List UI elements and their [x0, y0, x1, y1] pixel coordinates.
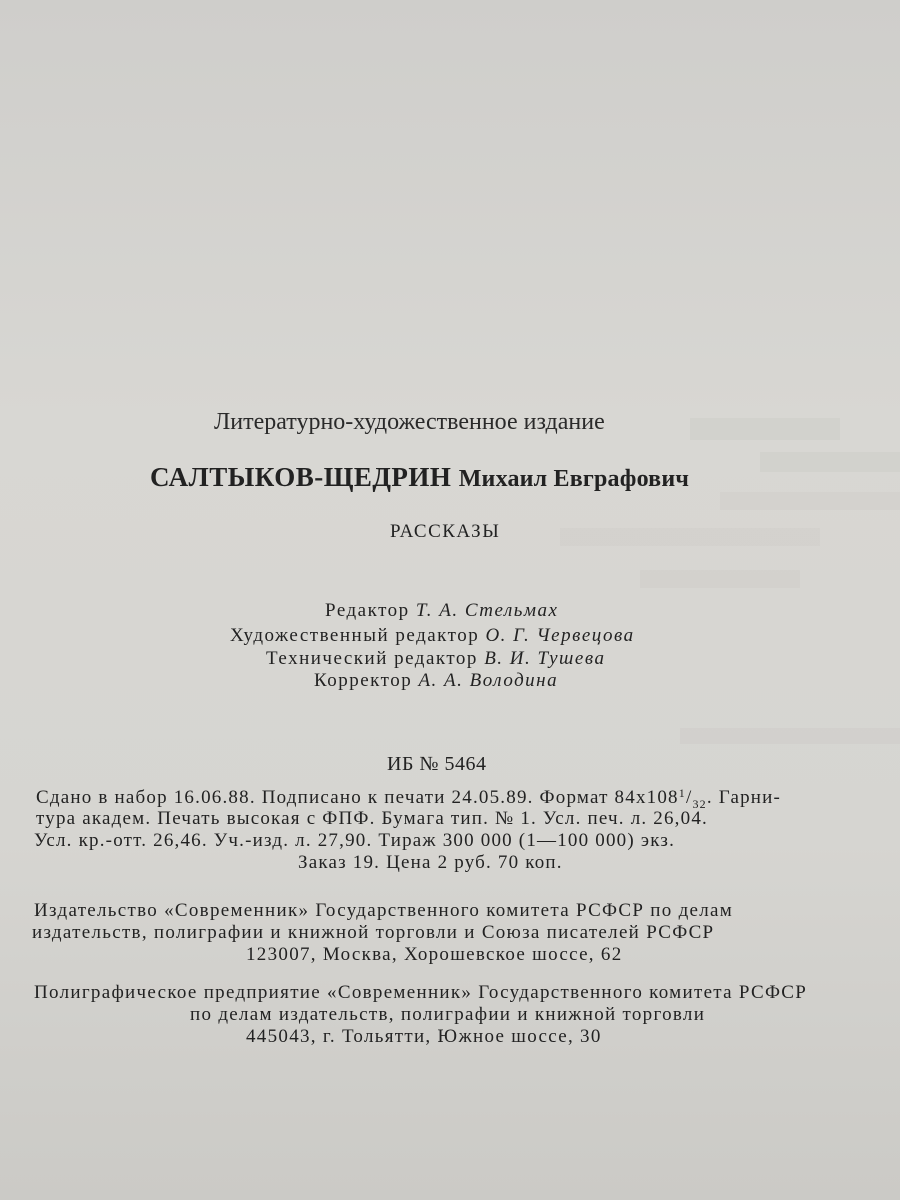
- show-through-bleed: [560, 528, 820, 546]
- format-denominator: 32: [692, 796, 707, 811]
- show-through-bleed: [720, 492, 900, 510]
- credit-role: Технический редактор: [266, 648, 478, 669]
- credit-person: Т. А. Стельмах: [415, 600, 559, 621]
- publisher-line-3: 123007, Москва, Хорошевское шоссе, 62: [246, 944, 623, 965]
- book-title-line: [150, 462, 689, 493]
- credit-editor: [325, 600, 558, 622]
- credit-art-editor: [230, 625, 635, 647]
- credit-role: Редактор: [325, 600, 410, 621]
- credit-person: О. Г. Червецова: [485, 625, 635, 646]
- credit-tech-editor: [266, 648, 605, 670]
- edition-type: Литературно-художественное издание: [214, 409, 605, 435]
- credit-person: В. И. Тушева: [484, 648, 606, 669]
- publisher-line-1: Издательство «Современник» Государственного комитета РСФСР по делам: [34, 900, 734, 921]
- publisher-line-2: издательств, полиграфии и книжной торговли и Союза писателей РСФСР: [32, 922, 715, 943]
- printer-line-1: Полиграфическое предприятие «Современник» Государственного комитета РСФСР: [34, 982, 808, 1003]
- imprint-text: Сдано в набор 16.06.88. Подписано к печати 24.05.89. Формат 84х108: [36, 787, 679, 808]
- imprint-line-3: Усл. кр.-отт. 26,46. Уч.-изд. л. 27,90. Тираж 300 000 (1—100 000) экз.: [34, 830, 676, 851]
- imprint-line-2: тура академ. Печать высокая с ФПФ. Бумага тип. № 1. Усл. печ. л. 26,04.: [36, 808, 708, 829]
- author-surname: САЛТЫКОВ-ЩЕДРИН: [150, 462, 452, 492]
- credit-role: Корректор: [314, 670, 413, 691]
- credit-person: А. А. Володина: [418, 670, 559, 691]
- format-slash: /: [685, 787, 693, 808]
- printer-line-2: по делам издательств, полиграфии и книжной торговли: [190, 1004, 706, 1025]
- show-through-bleed: [760, 452, 900, 472]
- author-given-names: Михаил Евграфович: [458, 466, 690, 492]
- ib-number: ИБ № 5464: [387, 753, 487, 775]
- show-through-bleed: [640, 570, 800, 588]
- credit-role: Художественный редактор: [230, 625, 480, 646]
- work-title: РАССКАЗЫ: [390, 521, 501, 542]
- printer-line-3: 445043, г. Тольятти, Южное шоссе, 30: [246, 1026, 602, 1047]
- credit-corrector: [314, 670, 558, 692]
- show-through-bleed: [690, 418, 840, 440]
- imprint-text: . Гарни-: [706, 787, 782, 808]
- show-through-bleed: [680, 728, 900, 744]
- format-numerator: 1: [678, 786, 686, 800]
- imprint-line-4: Заказ 19. Цена 2 руб. 70 коп.: [298, 852, 563, 873]
